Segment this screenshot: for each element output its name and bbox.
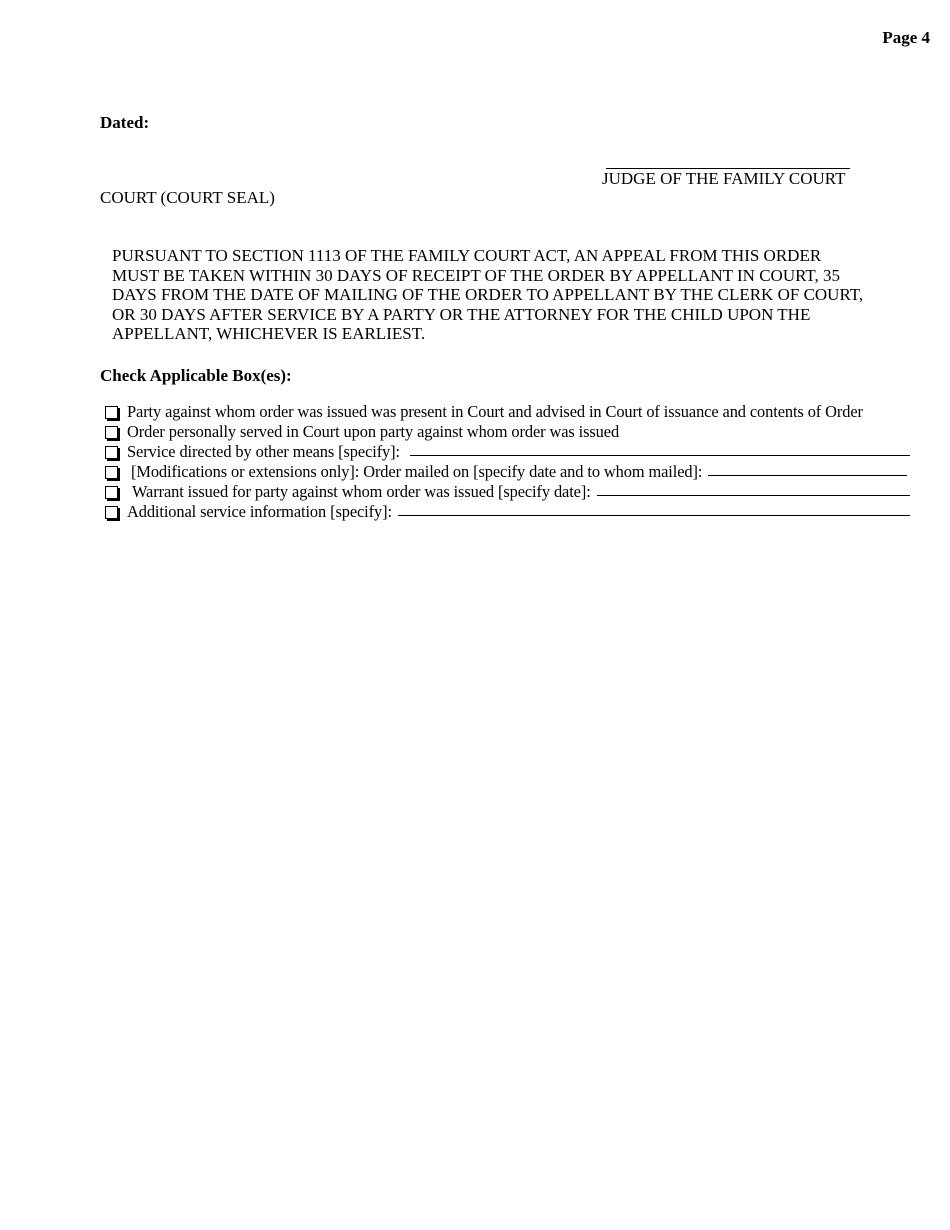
checkbox-row-order-mailed xyxy=(104,462,910,482)
appeal-notice-line: DAYS FROM THE DATE OF MAILING OF THE ORDER TO APPELLANT BY THE CLERK OF COURT, xyxy=(112,285,864,305)
checkbox-present-in-court[interactable] xyxy=(105,406,118,419)
checkbox-list xyxy=(104,402,910,522)
page-number: Page 4 xyxy=(882,28,930,47)
checkbox-label: [Modifications or extensions only]: Order mailed on [specify date and to whom mailed]: xyxy=(131,462,703,481)
judge-title: JUDGE OF THE FAMILY COURT xyxy=(602,169,846,188)
court-seal-label: COURT (COURT SEAL) xyxy=(100,188,275,207)
checkbox-heading: Check Applicable Box(es): xyxy=(100,366,292,385)
appeal-notice-line: OR 30 DAYS AFTER SERVICE BY A PARTY OR THE ATTORNEY FOR THE CHILD UPON THE xyxy=(112,304,811,324)
checkbox-additional-info[interactable] xyxy=(105,506,118,519)
appeal-notice-line: APPELLANT, WHICHEVER IS EARLIEST. xyxy=(112,324,426,344)
checkbox-label: Additional service information [specify]: xyxy=(127,502,392,521)
checkbox-row-personally-served xyxy=(104,422,910,442)
dated-label: Dated: xyxy=(100,113,150,132)
appeal-notice xyxy=(112,246,902,344)
order-mailed-blank[interactable] xyxy=(708,462,907,476)
appeal-notice-line: MUST BE TAKEN WITHIN 30 DAYS OF RECEIPT OF THE ORDER BY APPELLANT IN COURT, 35 xyxy=(112,265,841,285)
checkbox-label: Service directed by other means [specify]: xyxy=(127,442,400,461)
checkbox-personally-served[interactable] xyxy=(105,426,118,439)
checkbox-warrant-issued[interactable] xyxy=(105,486,118,499)
other-means-blank[interactable] xyxy=(410,442,910,456)
checkbox-label: Party against whom order was issued was present in Court and advised in Court of issuance and contents of Order xyxy=(127,402,863,421)
checkbox-order-mailed[interactable] xyxy=(105,466,118,479)
checkbox-row-other-means xyxy=(104,442,910,462)
checkbox-label: Order personally served in Court upon party against whom order was issued xyxy=(127,422,620,441)
checkbox-row-warrant-issued xyxy=(104,482,910,502)
checkbox-row-present-in-court xyxy=(104,402,910,422)
checkbox-row-additional-info xyxy=(104,502,910,522)
appeal-notice-line: PURSUANT TO SECTION 1113 OF THE FAMILY COURT ACT, AN APPEAL FROM THIS ORDER xyxy=(112,246,822,265)
warrant-date-blank[interactable] xyxy=(597,482,910,496)
additional-info-blank[interactable] xyxy=(398,502,910,516)
checkbox-label: Warrant issued for party against whom order was issued [specify date]: xyxy=(132,482,591,501)
checkbox-other-means[interactable] xyxy=(105,446,118,459)
